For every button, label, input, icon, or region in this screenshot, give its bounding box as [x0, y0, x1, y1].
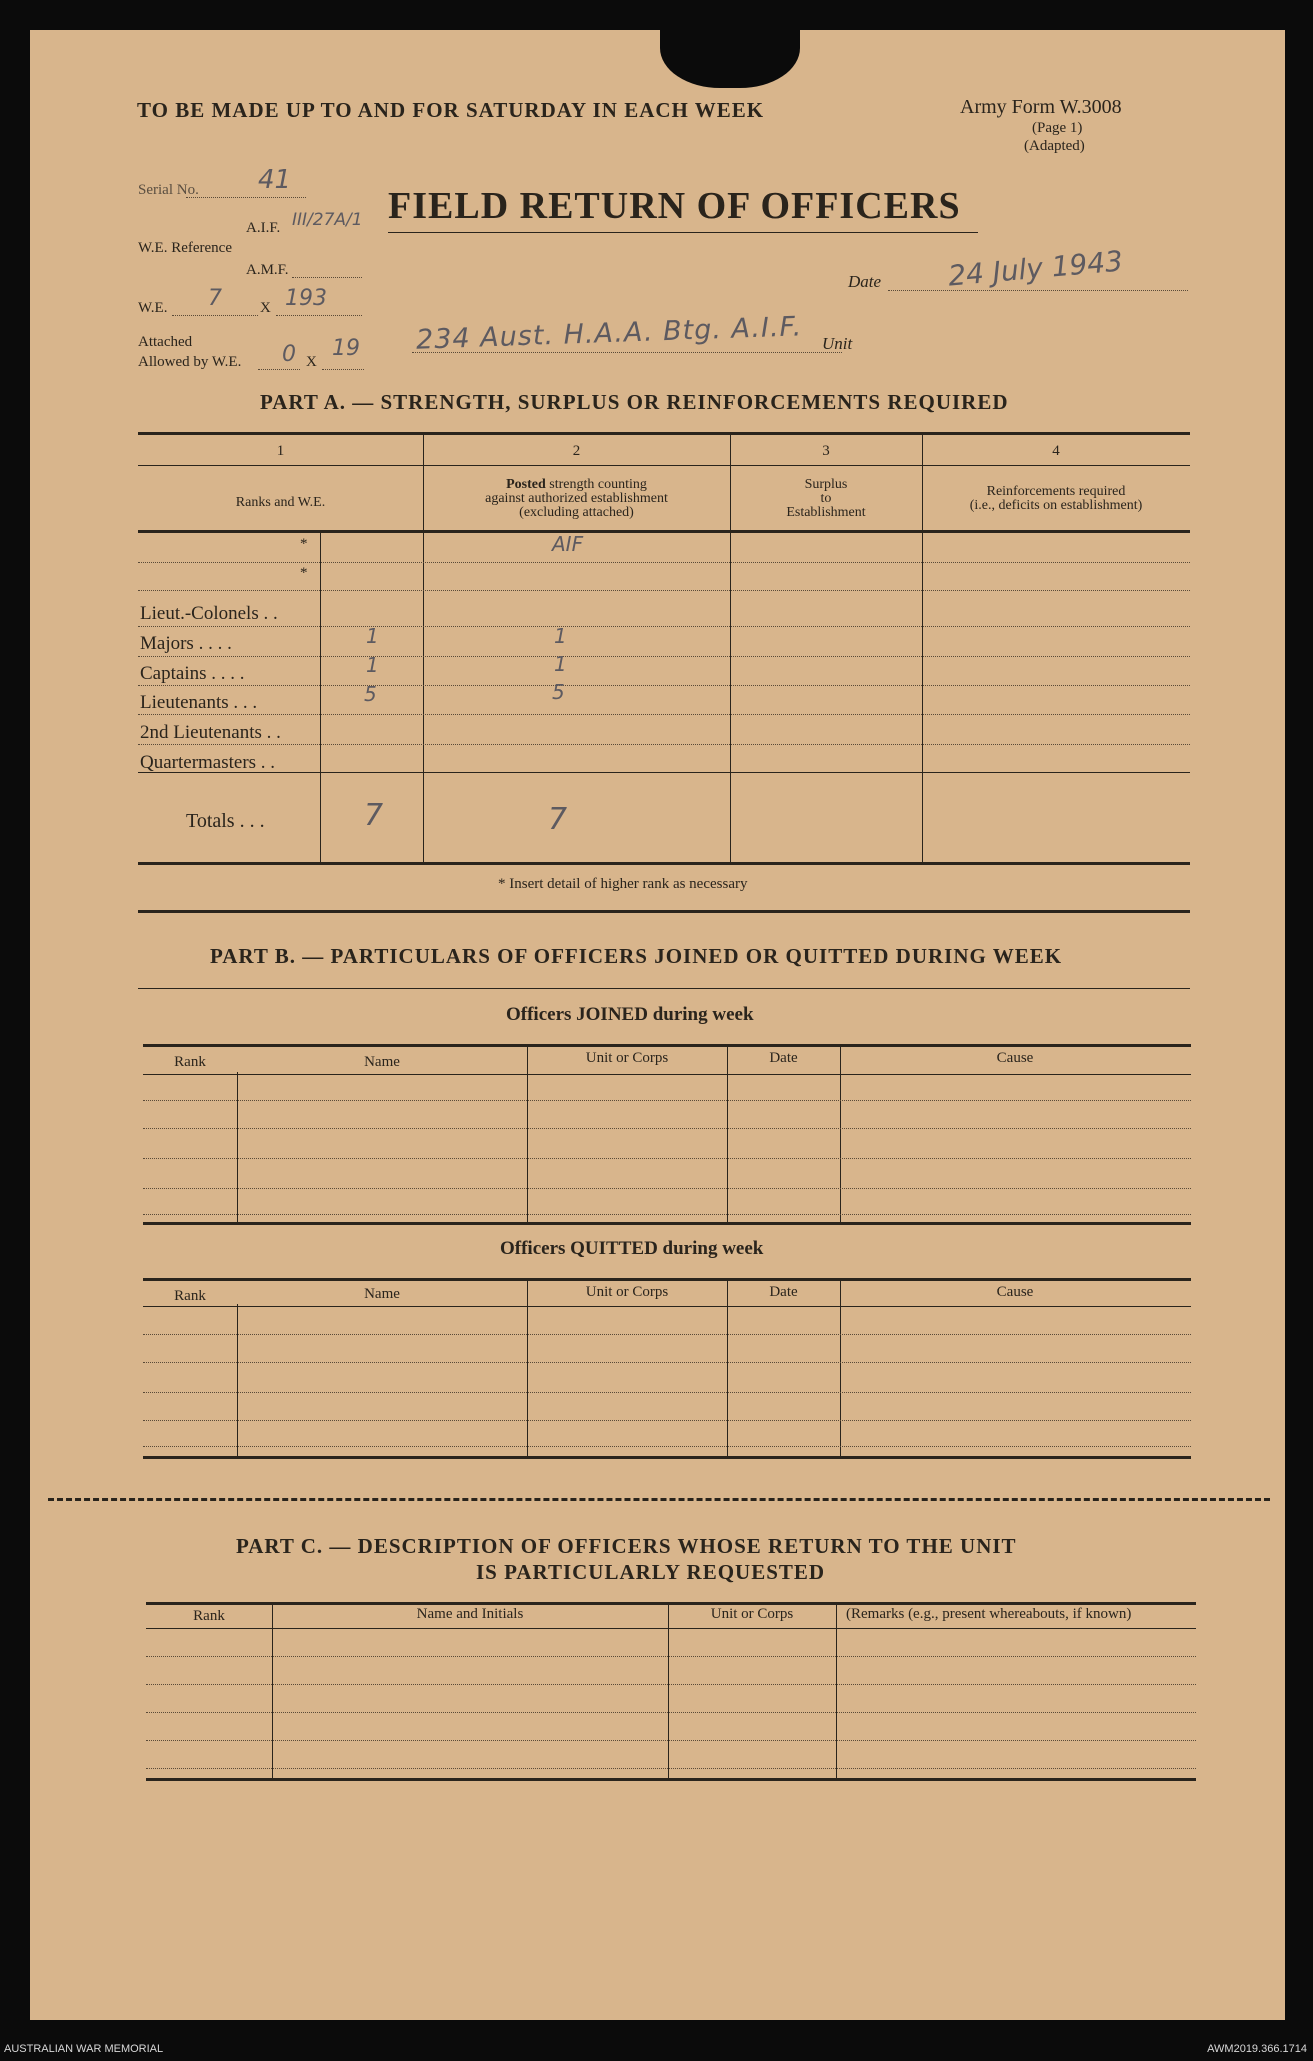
amf-label: A.M.F. [246, 262, 289, 278]
joined-col-unit: Unit or Corps [585, 1050, 669, 1066]
joined-row-line [143, 1188, 1191, 1189]
part-c-title-line2: IS PARTICULARLY REQUESTED [476, 1560, 826, 1584]
unit-label: Unit [822, 334, 853, 353]
col2-head-line2: against authorized establishment [485, 491, 668, 506]
attached-line-2 [322, 369, 364, 370]
aif-value: III/27A/1 [292, 210, 363, 230]
rank-we-value: 1 [366, 624, 379, 648]
part-a-rows-rule [138, 772, 1190, 773]
part-a-head-rule [138, 530, 1190, 533]
serial-line [186, 197, 306, 198]
joined-row-line [143, 1158, 1191, 1159]
attached-x-label: X [306, 354, 317, 370]
quitted-col-unit: Unit or Corps [585, 1284, 669, 1300]
col2-head-rest: strength counting [545, 477, 647, 492]
col-number-4: 4 [1052, 443, 1060, 459]
part-c-row-line [146, 1712, 1196, 1713]
col4-head-line1: Reinforcements required [986, 484, 1126, 499]
allowed-label: Allowed by W.E. [138, 354, 242, 370]
joined-col-name: Name [364, 1054, 400, 1070]
quitted-title: Officers QUITTED during week [500, 1238, 764, 1259]
attached-value-2: 19 [332, 336, 360, 361]
footnote: * Insert detail of higher rank as necessary [498, 876, 748, 892]
col2-head-line1 [423, 478, 730, 492]
footer-left: AUSTRALIAN WAR MEMORIAL [4, 2043, 164, 2055]
serial-value: 41 [258, 165, 292, 195]
quitted-col-date: Date [769, 1284, 798, 1300]
rank-we-value: 5 [364, 682, 377, 706]
part-c-col-rank: Rank [193, 1608, 225, 1624]
quitted-row-line [143, 1446, 1191, 1447]
asterisk-row-line-2 [138, 590, 1190, 591]
quitted-row-line [143, 1334, 1191, 1335]
joined-row-line [143, 1100, 1191, 1101]
part-c-col-name: Name and Initials [416, 1606, 524, 1622]
page-title: FIELD RETURN OF OFFICERS [388, 185, 961, 227]
quitted-col-rank: Rank [174, 1288, 206, 1304]
quitted-row-line [143, 1420, 1191, 1421]
col-number-3: 3 [822, 443, 830, 459]
amf-line [292, 277, 362, 278]
joined-top-rule [143, 1044, 1191, 1047]
unit-value: 234 Aust. H.A.A. Btg. A.I.F. [415, 311, 803, 356]
date-label: Date [848, 272, 882, 291]
part-a-num-rule [138, 465, 1190, 466]
joined-divider [527, 1046, 528, 1224]
quitted-head-rule [143, 1306, 1191, 1307]
col4-head-line2: (i.e., deficits on establishment) [969, 498, 1143, 513]
part-c-divider [836, 1604, 837, 1780]
part-c-col-unit: Unit or Corps [710, 1606, 794, 1622]
rank-row-line [138, 714, 1190, 715]
totals-we: 7 [364, 798, 384, 833]
rank-row-label: Lieutenants . . . [140, 692, 258, 713]
we-line-2 [276, 315, 362, 316]
part-a-bottom-rule [138, 862, 1190, 865]
quitted-col-cause: Cause [996, 1284, 1034, 1300]
rank-row-label: 2nd Lieutenants . . [140, 722, 281, 743]
part-c-head-rule [146, 1628, 1196, 1629]
attached-value-1: 0 [282, 342, 296, 367]
rank-we-value: 1 [366, 653, 379, 677]
rank-row-label: Quartermasters . . [140, 752, 276, 773]
rank-row-label: Lieut.-Colonels . . [140, 603, 278, 624]
rank-posted-value: 5 [552, 680, 565, 704]
col2-head-line3: (excluding attached) [519, 505, 634, 520]
form-number: Army Form W.3008 [960, 96, 1122, 118]
aif-label: A.I.F. [246, 220, 281, 236]
part-c-row-line [146, 1684, 1196, 1685]
joined-col-cause: Cause [996, 1050, 1034, 1066]
we-value-2: 193 [285, 286, 327, 311]
joined-head-rule [143, 1074, 1191, 1075]
part-a-end-rule [138, 910, 1190, 913]
aif-note: AIF [552, 532, 584, 556]
rank-row-line [138, 744, 1190, 745]
totals-label: Totals . . . [186, 810, 265, 832]
joined-row-line [143, 1128, 1191, 1129]
quitted-divider [840, 1280, 841, 1458]
col3-head-line3: Establishment [786, 505, 866, 520]
serial-label: Serial No. [138, 182, 199, 198]
rank-row-line [138, 656, 1190, 657]
part-c-row-line [146, 1740, 1196, 1741]
quitted-divider [237, 1304, 238, 1458]
rank-row-label: Majors . . . . [140, 633, 232, 654]
form-page: (Page 1) [1032, 120, 1083, 136]
date-value: 24 July 1943 [946, 244, 1125, 293]
footer-right: AWM2019.366.1714 [1207, 2043, 1307, 2055]
asterisk-2: * [300, 565, 308, 581]
asterisk-1: * [300, 536, 308, 552]
attached-line-1 [258, 369, 300, 370]
quitted-row-line [143, 1362, 1191, 1363]
part-c-col-remarks: (Remarks (e.g., present whereabouts, if known) [846, 1606, 1132, 1622]
part-c-divider [668, 1604, 669, 1780]
joined-divider [237, 1072, 238, 1224]
part-a-top-rule [138, 432, 1190, 435]
joined-title: Officers JOINED during week [506, 1004, 754, 1025]
joined-col-date: Date [769, 1050, 798, 1066]
col1-head: Ranks and W.E. [235, 495, 326, 510]
quitted-col-name: Name [364, 1286, 400, 1302]
we-line-1 [172, 315, 258, 316]
quitted-top-rule [143, 1278, 1191, 1281]
rank-posted-value: 1 [554, 624, 567, 648]
part-c-bottom-rule [146, 1778, 1196, 1781]
quitted-row-line [143, 1392, 1191, 1393]
joined-divider [727, 1046, 728, 1224]
joined-divider [840, 1046, 841, 1224]
we-reference-label: W.E. Reference [138, 240, 232, 256]
col-number-1: 1 [276, 443, 285, 459]
we-label: W.E. [138, 300, 168, 316]
date-line [888, 290, 1188, 291]
part-c-row-line [146, 1656, 1196, 1657]
totals-posted: 7 [548, 802, 568, 837]
rank-row-line [138, 685, 1190, 686]
part-c-top-rule [146, 1602, 1196, 1605]
part-a-we-divider [320, 533, 321, 863]
tear-off-line [48, 1498, 1270, 1501]
part-b-title-rule [138, 988, 1190, 989]
quitted-divider [727, 1280, 728, 1458]
quitted-bottom-rule [143, 1456, 1191, 1459]
joined-col-rank: Rank [174, 1054, 206, 1070]
we-x-label: X [260, 300, 271, 316]
rank-row-line [138, 626, 1190, 627]
quitted-divider [527, 1280, 528, 1458]
attached-label: Attached [138, 334, 193, 350]
part-c-title-line1: PART C. — DESCRIPTION OF OFFICERS WHOSE RETURN TO THE UNIT [236, 1534, 1017, 1558]
part-c-row-line [146, 1768, 1196, 1769]
part-b-title: PART B. — PARTICULARS OF OFFICERS JOINED OR QUITTED DURING WEEK [210, 944, 1063, 968]
form-adapted: (Adapted) [1024, 138, 1085, 154]
joined-bottom-rule [143, 1222, 1191, 1225]
col3-head-line2: to [820, 491, 832, 506]
col3-head-line1: Surplus [804, 477, 848, 492]
col-number-2: 2 [572, 443, 581, 459]
asterisk-row-line-1 [138, 562, 1190, 563]
part-a-title: PART A. — STRENGTH, SURPLUS OR REINFORCEMENTS REQUIRED [260, 390, 1009, 414]
rank-row-label: Captains . . . . [140, 663, 245, 684]
title-underline [388, 232, 978, 233]
rank-posted-value: 1 [554, 652, 567, 676]
col2-head-bold: Posted [506, 477, 546, 492]
part-c-divider [272, 1604, 273, 1780]
joined-row-line [143, 1214, 1191, 1215]
we-value-1: 7 [208, 286, 222, 311]
instruction-text: TO BE MADE UP TO AND FOR SATURDAY IN EACH WEEK [137, 98, 765, 122]
